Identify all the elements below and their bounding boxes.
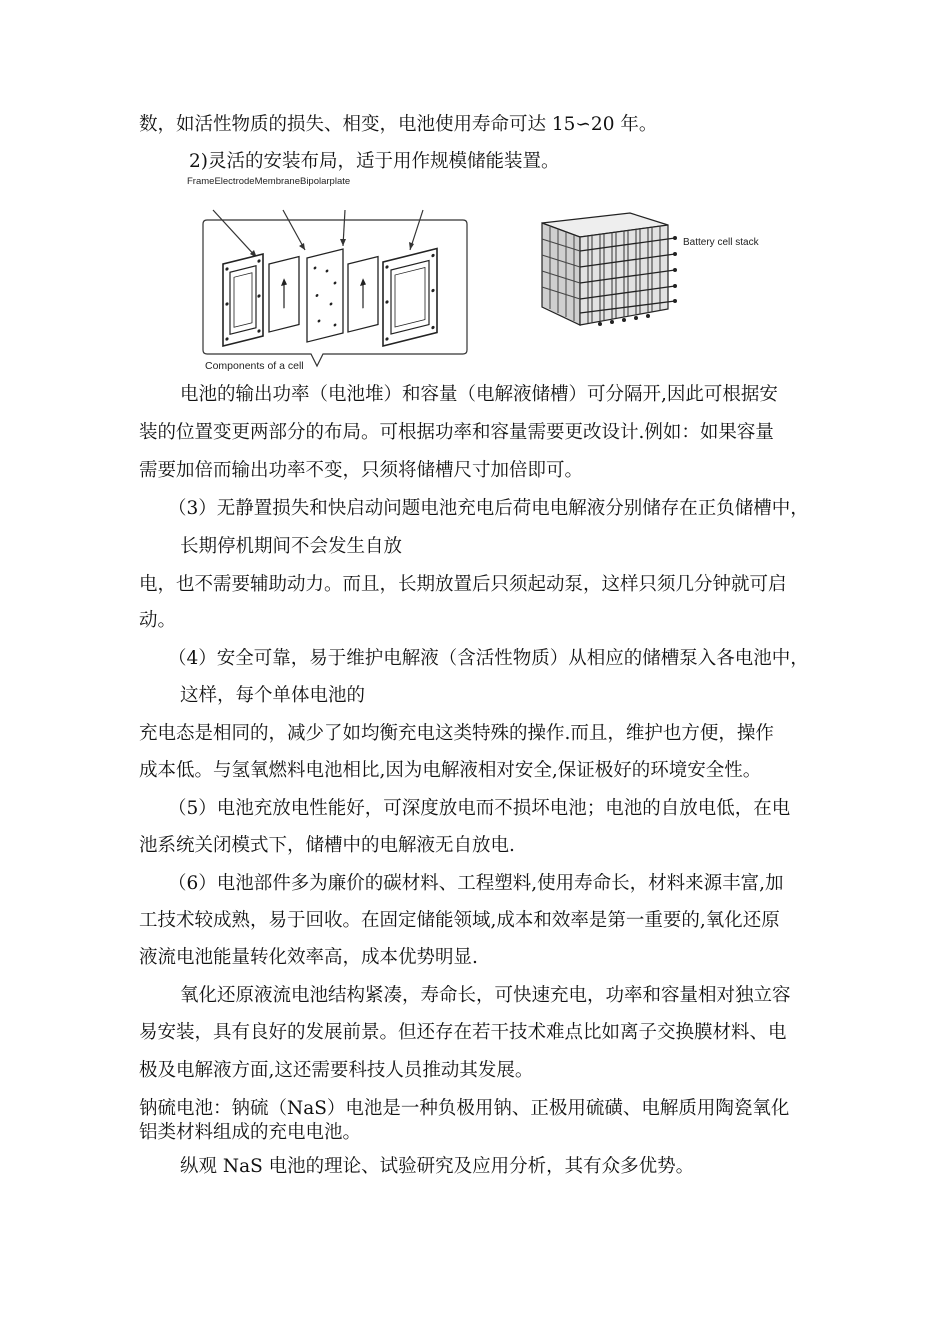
text-line: 极及电解液方面,这还需要科技人员推动其发展。 [139, 1060, 534, 1081]
text-line: 钠硫电池：钠硫（NaS）电池是一种负极用钠、正极用硫磺、电解质用陶瓷氧化 [139, 1098, 790, 1119]
battery-stack-illustration [530, 205, 680, 335]
figure-header-label: FrameElectrodeMembraneBipolarplate [187, 176, 351, 187]
text-line: 长期停机期间不会发生自放 [180, 536, 403, 557]
text-line: 电池的输出功率（电池堆）和容量（电解液储槽）可分隔开,因此可根据安 [180, 384, 778, 405]
cell-components-diagram [195, 180, 485, 375]
figure-label-right: Battery cell stack [683, 237, 759, 248]
text-line: （5）电池充放电性能好，可深度放电而不损坏电池；电池的自放电低，在电 [168, 798, 791, 819]
text-line: 液流电池能量转化效率高，成本优势明显. [139, 947, 478, 968]
text-line: （6）电池部件多为廉价的碳材料、工程塑料,使用寿命长，材料来源丰富,加 [168, 873, 784, 894]
text-line: 氧化还原液流电池结构紧凑，寿命长，可快速充电，功率和容量相对独立容 [180, 985, 791, 1006]
text-line: 动。 [139, 610, 177, 631]
text-line: 成本低。与氢氧燃料电池相比,因为电解液相对安全,保证极好的环境安全性。 [139, 760, 762, 781]
text-line: 数，如活性物质的损失、相变，电池使用寿命可达 15∽20 年。 [139, 114, 658, 135]
text-line: 工技术较成熟，易于回收。在固定储能领域,成本和效率是第一重要的,氧化还原 [139, 910, 780, 931]
text-line: （4）安全可靠，易于维护电解液（含活性物质）从相应的储槽泵入各电池中， [168, 648, 809, 669]
text-line: 需要加倍而输出功率不变，只须将储槽尺寸加倍即可。 [139, 460, 584, 481]
text-line: 纵观 NaS 电池的理论、试验研究及应用分析，其有众多优势。 [180, 1156, 695, 1177]
text-line: 充电态是相同的，减少了如均衡充电这类特殊的操作.而且，维护也方便，操作 [139, 723, 774, 744]
text-line: 这样，每个单体电池的 [180, 685, 366, 706]
text-line: 易安装，具有良好的发展前景。但还存在若干技术难点比如离子交换膜材料、电 [139, 1022, 787, 1043]
text-line: 2)灵活的安装布局，适于用作规模储能装置。 [189, 151, 560, 172]
text-line: （3）无静置损失和快启动问题电池充电后荷电电解液分别储存在正负储槽中， [168, 498, 809, 519]
text-line: 装的位置变更两部分的布局。可根据功率和容量需要更改设计.例如：如果容量 [139, 422, 774, 443]
text-line: 电，也不需要辅助动力。而且，长期放置后只须起动泵，这样只须几分钟就可启 [139, 574, 787, 595]
text-line: 铝类材料组成的充电电池。 [139, 1122, 362, 1143]
text-line: 池系统关闭模式下，储槽中的电解液无自放电. [139, 835, 515, 856]
figure-caption-left: Components of a cell [205, 360, 304, 372]
